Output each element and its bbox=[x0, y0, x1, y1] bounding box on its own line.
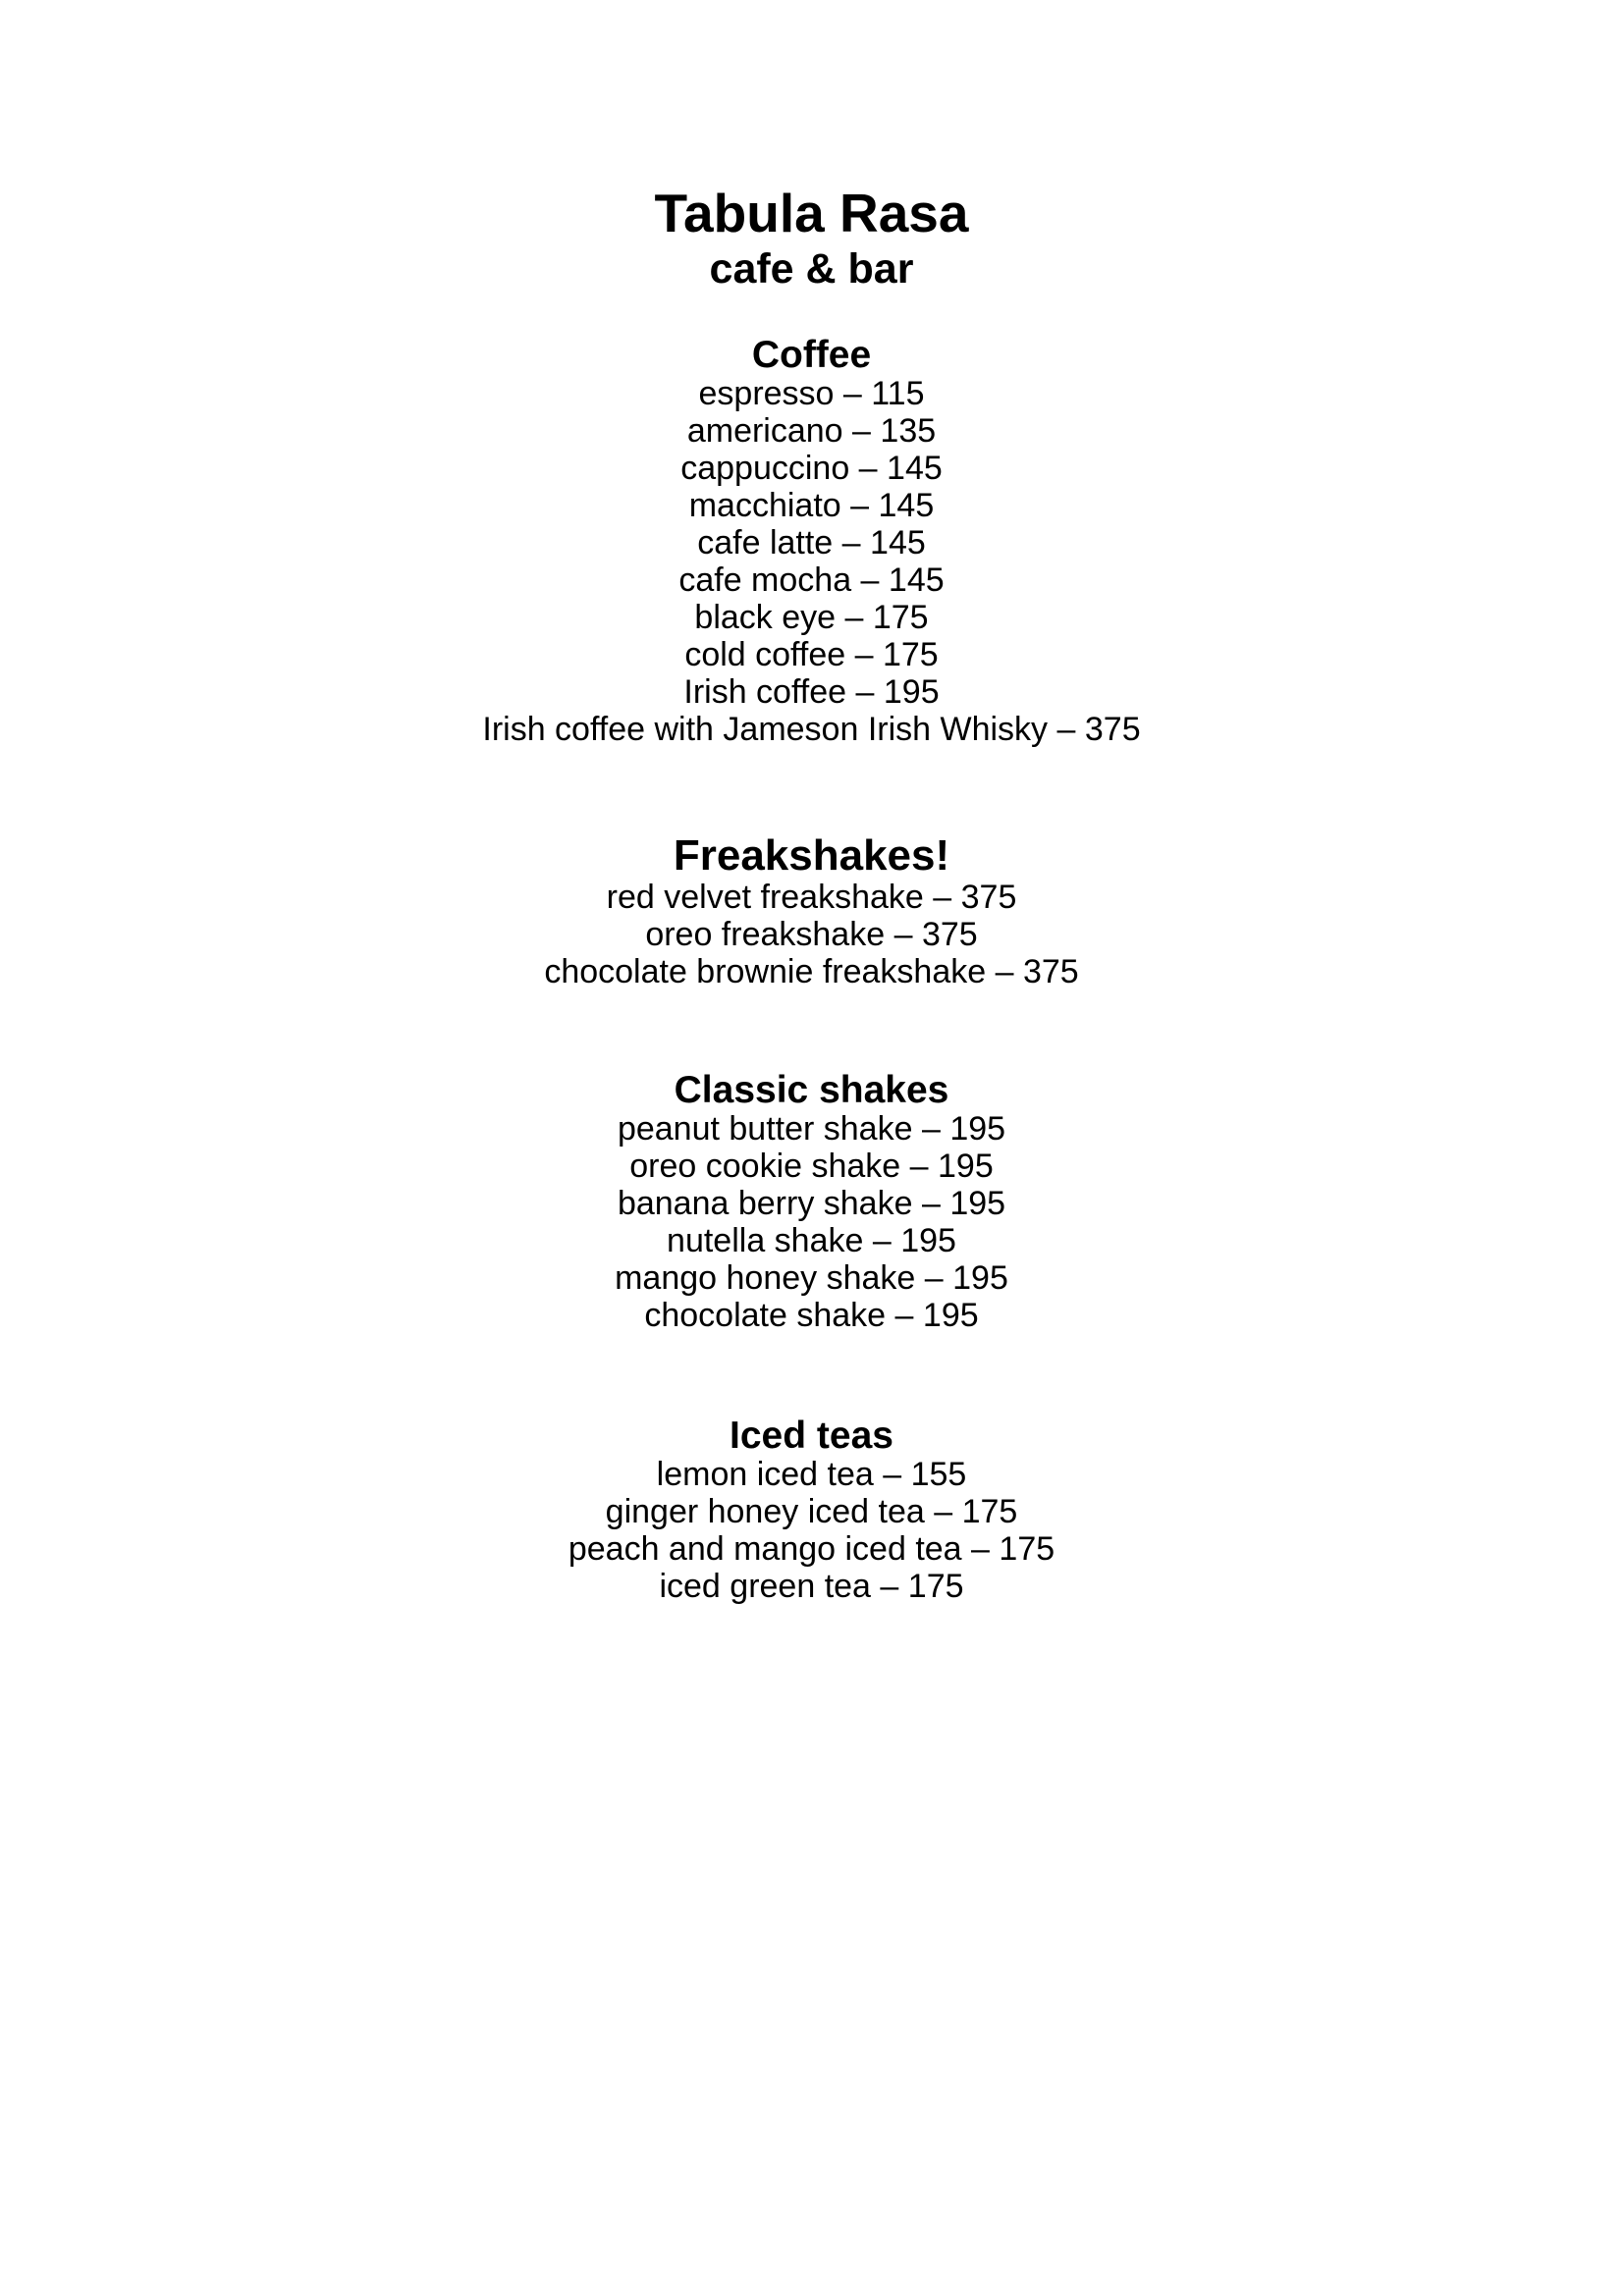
item-name: nutella shake bbox=[667, 1222, 864, 1259]
menu-item bbox=[0, 1259, 1623, 1297]
item-name: Irish coffee with Jameson Irish Whisky bbox=[482, 711, 1049, 748]
item-price: 375 bbox=[921, 916, 978, 953]
item-dash: – bbox=[886, 1297, 923, 1334]
section-heading: Iced teas bbox=[730, 1415, 893, 1457]
menu-item bbox=[0, 953, 1623, 990]
item-price: 155 bbox=[910, 1456, 967, 1493]
item-dash: – bbox=[851, 561, 889, 599]
menu-item bbox=[0, 1185, 1623, 1222]
menu-item bbox=[0, 524, 1623, 561]
menu-item bbox=[0, 673, 1623, 711]
item-price: 145 bbox=[870, 524, 926, 561]
section-heading: Classic shakes bbox=[674, 1069, 949, 1111]
item-name: chocolate shake bbox=[644, 1297, 887, 1334]
item-name: black eye bbox=[694, 599, 837, 636]
item-dash: – bbox=[912, 1110, 950, 1148]
item-name: cafe mocha bbox=[678, 561, 852, 599]
item-name: lemon iced tea bbox=[656, 1456, 874, 1493]
item-dash: – bbox=[961, 1530, 1000, 1568]
item-price: 195 bbox=[949, 1110, 1006, 1148]
item-price: 195 bbox=[938, 1148, 994, 1185]
item-dash: – bbox=[840, 487, 879, 524]
menu-item bbox=[0, 375, 1623, 412]
item-name: peach and mango iced tea bbox=[568, 1530, 962, 1568]
item-name: Irish coffee bbox=[683, 673, 847, 711]
item-price: 135 bbox=[880, 412, 937, 450]
item-name: cold coffee bbox=[684, 636, 846, 673]
item-price: 175 bbox=[961, 1493, 1018, 1530]
menu-item bbox=[0, 636, 1623, 673]
item-dash: – bbox=[912, 1185, 950, 1222]
item-price: 375 bbox=[960, 879, 1017, 916]
item-dash: – bbox=[923, 879, 961, 916]
item-price: 195 bbox=[949, 1185, 1006, 1222]
item-dash: – bbox=[836, 599, 873, 636]
item-price: 375 bbox=[1084, 711, 1141, 748]
menu-item bbox=[0, 412, 1623, 450]
menu-item bbox=[0, 561, 1623, 599]
menu-item bbox=[0, 1568, 1623, 1605]
item-name: americano bbox=[686, 412, 843, 450]
item-price: 195 bbox=[922, 1297, 979, 1334]
menu-item bbox=[0, 1148, 1623, 1185]
item-name: peanut butter shake bbox=[617, 1110, 913, 1148]
item-dash: – bbox=[845, 636, 883, 673]
item-name: oreo freakshake bbox=[645, 916, 886, 953]
item-dash: – bbox=[915, 1259, 953, 1297]
item-name: espresso bbox=[698, 375, 835, 412]
item-name: mango honey shake bbox=[615, 1259, 916, 1297]
menu-item bbox=[0, 1493, 1623, 1530]
menu-item bbox=[0, 1222, 1623, 1259]
item-dash: – bbox=[986, 953, 1023, 990]
item-dash: – bbox=[900, 1148, 939, 1185]
section-heading: Coffee bbox=[751, 334, 872, 376]
item-dash: – bbox=[873, 1456, 911, 1493]
menu-title: Tabula Rasa bbox=[654, 183, 969, 243]
item-price: 375 bbox=[1022, 953, 1079, 990]
item-price: 145 bbox=[888, 561, 945, 599]
item-dash: – bbox=[849, 450, 888, 487]
item-price: 195 bbox=[900, 1222, 956, 1259]
item-price: 175 bbox=[872, 599, 929, 636]
item-name: macchiato bbox=[688, 487, 841, 524]
item-name: oreo cookie shake bbox=[629, 1148, 901, 1185]
item-price: 175 bbox=[882, 636, 939, 673]
item-price: 115 bbox=[871, 375, 925, 412]
item-name: red velvet freakshake bbox=[606, 879, 924, 916]
item-dash: – bbox=[842, 412, 881, 450]
item-dash: – bbox=[885, 916, 922, 953]
menu-item bbox=[0, 487, 1623, 524]
section-iced-teas bbox=[0, 1416, 1623, 1605]
item-name: cappuccino bbox=[680, 450, 850, 487]
item-dash: – bbox=[870, 1568, 908, 1605]
item-price: 145 bbox=[878, 487, 935, 524]
item-price: 175 bbox=[907, 1568, 964, 1605]
section-classic-shakes bbox=[0, 1071, 1623, 1334]
menu-item bbox=[0, 711, 1623, 748]
menu-item bbox=[0, 599, 1623, 636]
menu-item bbox=[0, 916, 1623, 953]
item-dash: – bbox=[846, 673, 884, 711]
section-freakshakes bbox=[0, 831, 1623, 990]
section-heading: Freakshakes! bbox=[673, 831, 950, 880]
item-name: chocolate brownie freakshake bbox=[544, 953, 987, 990]
menu-item bbox=[0, 1110, 1623, 1148]
item-dash: – bbox=[1048, 711, 1085, 748]
item-dash: – bbox=[924, 1493, 962, 1530]
menu-item bbox=[0, 1297, 1623, 1334]
menu-item bbox=[0, 1530, 1623, 1568]
item-name: cafe latte bbox=[697, 524, 834, 561]
item-dash: – bbox=[863, 1222, 901, 1259]
item-price: 195 bbox=[952, 1259, 1008, 1297]
section-coffee bbox=[0, 336, 1623, 748]
menu-item bbox=[0, 1456, 1623, 1493]
item-name: ginger honey iced tea bbox=[605, 1493, 925, 1530]
item-name: banana berry shake bbox=[617, 1185, 913, 1222]
item-price: 195 bbox=[883, 673, 940, 711]
menu-item bbox=[0, 450, 1623, 487]
item-price: 145 bbox=[887, 450, 943, 487]
item-dash: – bbox=[833, 524, 871, 561]
item-dash: – bbox=[834, 375, 872, 412]
menu-item bbox=[0, 879, 1623, 916]
item-name: iced green tea bbox=[659, 1568, 871, 1605]
item-price: 175 bbox=[999, 1530, 1055, 1568]
menu-subtitle: cafe & bar bbox=[709, 245, 914, 293]
